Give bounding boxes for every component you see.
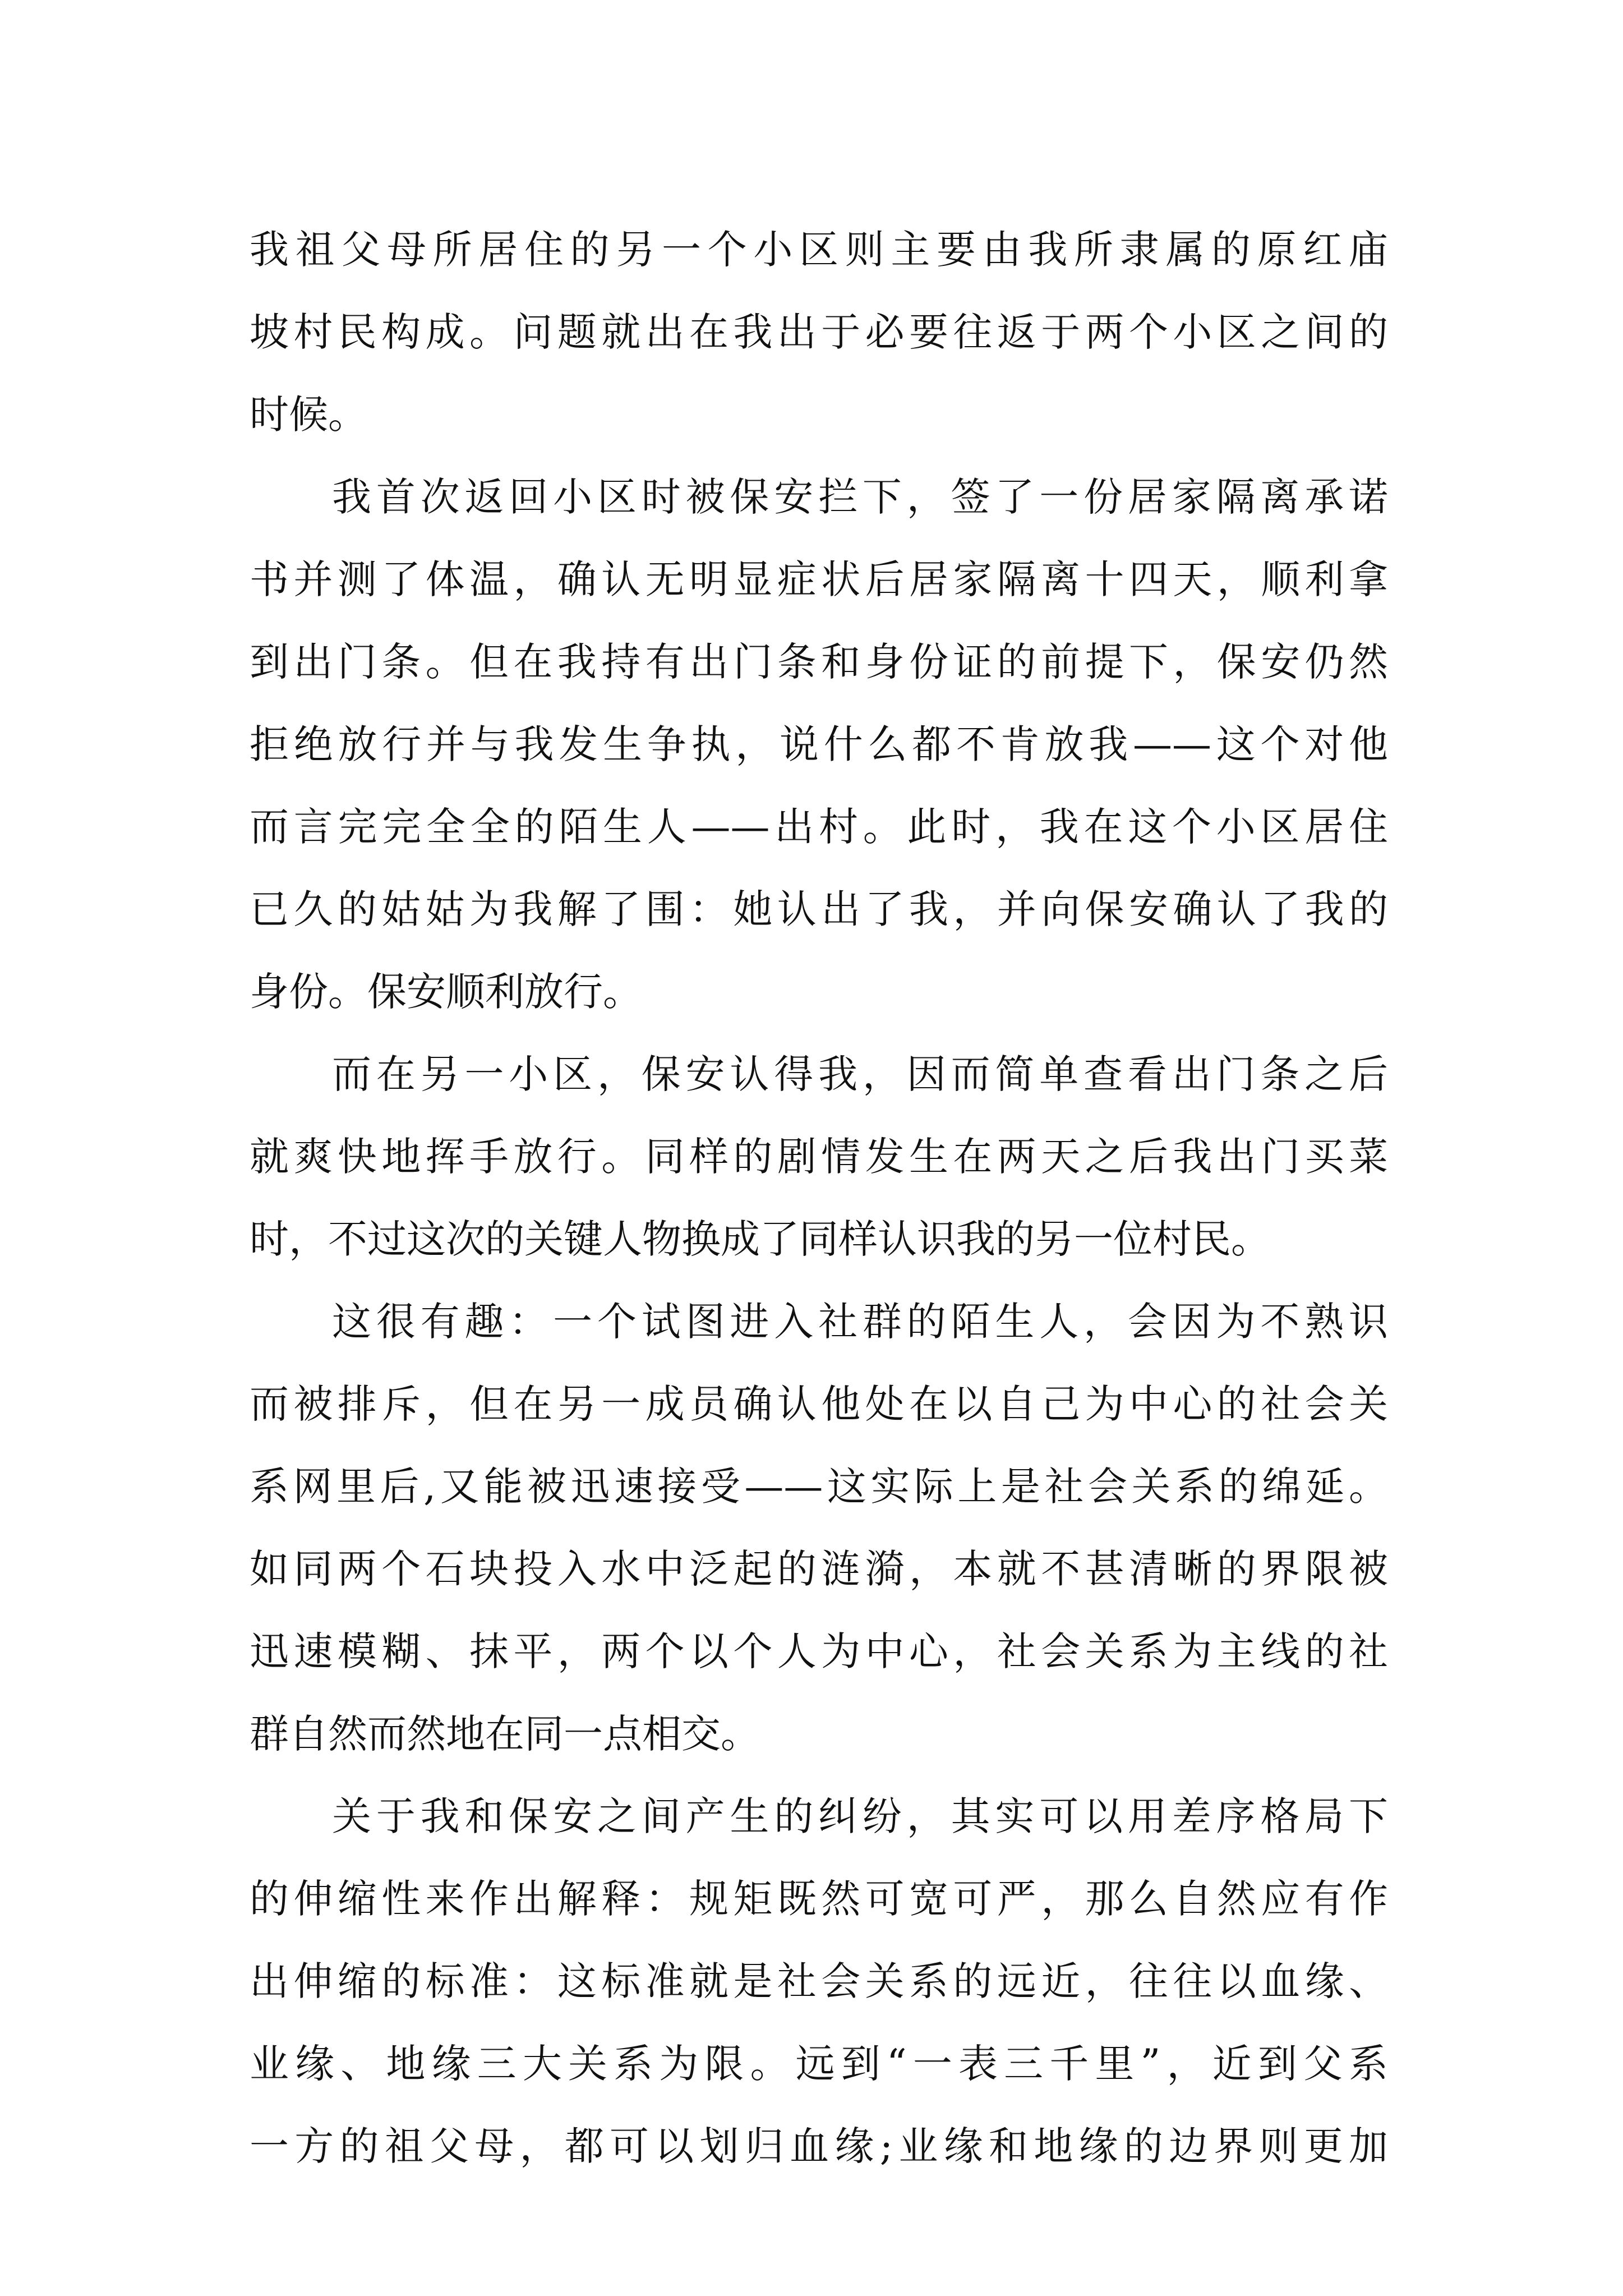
text-line: 的伸缩性来作出解释：规矩既然可宽可严，那么自然应有作: [250, 1876, 1388, 1922]
text-line: 而被排斥，但在另一成员确认他处在以自己为中心的社会关: [250, 1381, 1388, 1427]
text-line: 业缘、地缘三大关系为限。远到“一表三千里”，近到父系: [250, 2041, 1388, 2087]
text-line: 这很有趣：一个试图进入社群的陌生人，会因为不熟识: [332, 1299, 1388, 1345]
text-line: 身份。保安顺利放行。: [250, 969, 642, 1015]
text-line: 就爽快地挥手放行。同样的剧情发生在两天之后我出门买菜: [250, 1134, 1388, 1180]
text-line: 一方的祖父母，都可以划归血缘;业缘和地缘的边界则更加: [250, 2123, 1388, 2169]
text-line: 群自然而然地在同一点相交。: [250, 1711, 760, 1757]
text-line: 迅速模糊、抹平，两个以个人为中心，社会关系为主线的社: [250, 1628, 1388, 1674]
text-line: 而言完完全全的陌生人——出村。此时，我在这个小区居住: [250, 804, 1388, 850]
text-line: 我首次返回小区时被保安拦下，签了一份居家隔离承诺: [332, 474, 1388, 520]
text-line: 书并测了体温，确认无明显症状后居家隔离十四天，顺利拿: [250, 556, 1388, 602]
text-line: 时，不过这次的关键人物换成了同样认识我的另一位村民。: [250, 1216, 1270, 1262]
text-line: 拒绝放行并与我发生争执，说什么都不肯放我——这个对他: [250, 721, 1388, 767]
body-text: [250, 209, 1388, 2188]
text-line: 如同两个石块投入水中泛起的涟漪，本就不甚清晰的界限被: [250, 1546, 1388, 1592]
text-line: 出伸缩的标准：这标准就是社会关系的远近，往往以血缘、: [250, 1958, 1388, 2004]
text-line: 时候。: [250, 392, 367, 438]
text-line: 我祖父母所居住的另一个小区则主要由我所隶属的原红庙: [250, 227, 1388, 273]
text-line: 关于我和保安之间产生的纠纷，其实可以用差序格局下: [332, 1793, 1388, 1839]
text-line: 系网里后,又能被迅速接受——这实际上是社会关系的绵延。: [250, 1464, 1388, 1510]
text-line: 而在另一小区，保安认得我，因而简单查看出门条之后: [332, 1051, 1388, 1097]
text-line: 已久的姑姑为我解了围：她认出了我，并向保安确认了我的: [250, 886, 1388, 932]
text-line: 到出门条。但在我持有出门条和身份证的前提下，保安仍然: [250, 639, 1388, 685]
text-line: 坡村民构成。问题就出在我出于必要往返于两个小区之间的: [250, 309, 1388, 355]
